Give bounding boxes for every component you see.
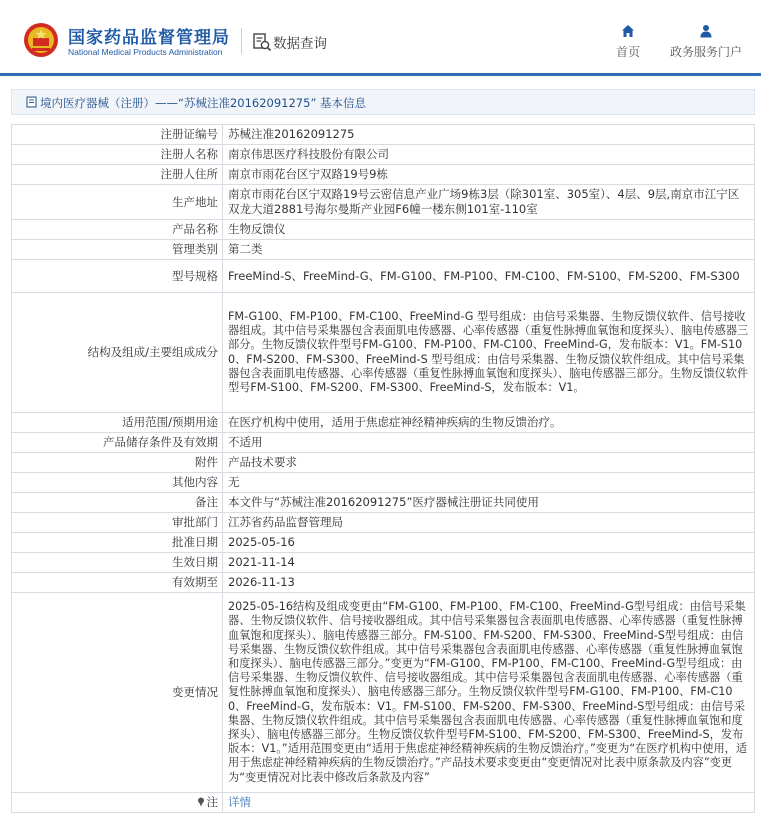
table-row (12, 433, 755, 453)
field-value: FreeMind-S、FreeMind-G、FM-G100、FM-P100、FM-C100、FM-S100、FM-S200、FM-S300 (223, 260, 755, 293)
table-row (12, 513, 755, 533)
data-query-icon (252, 32, 272, 52)
field-label: 注册人住所 (12, 165, 223, 185)
details-link[interactable]: 详情 (228, 795, 251, 809)
field-label: 型号规格 (12, 260, 223, 293)
field-label: 管理类别 (12, 240, 223, 260)
field-label: 审批部门 (12, 513, 223, 533)
field-value: 第二类 (223, 240, 755, 260)
table-row (12, 493, 755, 513)
field-value: 2026-11-13 (223, 573, 755, 593)
nav-home[interactable] (608, 24, 648, 64)
field-value: 南京市雨花台区宁双路19号云密信息产业广场9栋3层（除301室、305室）、4层、9层,南京市江宁区双龙大道2881号海尔曼斯产业园F6幢一楼东侧101室-110室 (223, 185, 755, 220)
table-row (12, 593, 755, 793)
field-value: 在医疗机构中使用，适用于焦虑症神经精神疾病的生物反馈治疗。 (223, 413, 755, 433)
table-row-note (12, 793, 755, 813)
brand-subtitle: National Medical Products Administration (68, 47, 223, 57)
detail-table (11, 124, 755, 813)
pin-icon (197, 797, 205, 807)
breadcrumb-current: “苏械注准20162091275” 基本信息 (178, 96, 367, 110)
table-row (12, 473, 755, 493)
document-icon (26, 96, 38, 108)
breadcrumb-separator: —— (155, 96, 178, 110)
breadcrumb-text (40, 95, 366, 111)
field-value: 2025-05-16结构及组成变更由“FM-G100、FM-P100、FM-C100、FreeMind-G型号组成：由信号采集器、生物反馈仪软件、信号接收器组成。其中信号采集器包含表面肌电传感器、心率传感器（重复性脉搏血氧饱和度探头）、脑电传感器三部分。FM-S100、FM-S200、FM-S300、FreeMind-S型号组成：由信号采集器、生物反馈仪软件组成。其中信号采集器包含表面肌电传感器、心率传感器（重复性脉搏血氧饱和度探头）、脑电传感器三部分。”变更为“FM-G100、FM-P100、FM-C100、FreeMind-G型号组成：由信号采集器、生物反馈仪软件、信号接收器组成。其中信号采集器包含表面肌电传感器、心率传感器（重复性脉搏血氧饱和度探头）、脑电传感器三部分。生物反馈仪软件型号FM-G100、FM-P100、FM-C100、FreeMind-G，发布版本：V1。FM-S100、FM-S200、FM-S300、FreeMind-S型号组成：由信号采集器、生物反馈仪软件组成。其中信号采集器包含表面肌电传感器、心率传感器（重复性脉搏血氧饱和度探头）、脑电传感器三部分。生物反馈仪软件型号FM-S100、FM-S200、FM-S300、FreeMind-S，发布版本：V1。”适用范围变更由“适用于焦虑症神经精神疾病的生物反馈治疗。”变更为“在医疗机构中使用，适用于焦虑症神经精神疾病的生物反馈治疗。”产品技术要求变更由“变更情况对比表中原条款及内容”变更为“变更情况对比表中修改后条款及内容” (223, 593, 755, 793)
field-label: 产品名称 (12, 220, 223, 240)
nav-gov-services[interactable] (664, 24, 748, 64)
field-label: 生效日期 (12, 553, 223, 573)
field-value: 南京市雨花台区宁双路19号9栋 (223, 165, 755, 185)
table-row (12, 453, 755, 473)
field-label: 注册证编号 (12, 125, 223, 145)
table-row (12, 293, 755, 413)
header-divider (241, 28, 242, 54)
table-row (12, 573, 755, 593)
field-value: 生物反馈仪 (223, 220, 755, 240)
table-row (12, 240, 755, 260)
note-label (12, 793, 223, 813)
field-value: 2021-11-14 (223, 553, 755, 573)
national-emblem-icon[interactable] (22, 21, 60, 59)
field-label: 备注 (12, 493, 223, 513)
brand-title[interactable]: 国家药品监督管理局 (68, 28, 230, 48)
field-value: 江苏省药品监督管理局 (223, 513, 755, 533)
field-value: 产品技术要求 (223, 453, 755, 473)
table-row (12, 260, 755, 293)
field-label: 有效期至 (12, 573, 223, 593)
table-row (12, 185, 755, 220)
field-label: 其他内容 (12, 473, 223, 493)
user-icon (699, 24, 713, 38)
field-value: 2025-05-16 (223, 533, 755, 553)
field-value: 不适用 (223, 433, 755, 453)
table-row (12, 145, 755, 165)
breadcrumb (11, 89, 755, 115)
field-label: 生产地址 (12, 185, 223, 220)
field-value: 无 (223, 473, 755, 493)
field-value: 南京伟思医疗科技股份有限公司 (223, 145, 755, 165)
field-label: 结构及组成/主要组成成分 (12, 293, 223, 413)
field-label: 产品储存条件及有效期 (12, 433, 223, 453)
field-label: 变更情况 (12, 593, 223, 793)
field-label: 批准日期 (12, 533, 223, 553)
home-icon (621, 24, 635, 38)
data-query-label: 数据查询 (273, 36, 327, 52)
table-row (12, 413, 755, 433)
site-header (0, 0, 761, 76)
table-row (12, 165, 755, 185)
breadcrumb-category-link[interactable]: 境内医疗器械（注册） (40, 96, 155, 110)
table-row (12, 220, 755, 240)
table-row (12, 125, 755, 145)
table-row (12, 553, 755, 573)
note-value (223, 793, 755, 813)
field-label: 注册人名称 (12, 145, 223, 165)
table-row (12, 533, 755, 553)
field-value: FM-G100、FM-P100、FM-C100、FreeMind-G 型号组成：由信号采集器、生物反馈仪软件、信号接收器组成。其中信号采集器包含表面肌电传感器、心率传感器（重复性脉搏血氧饱和度探头）、脑电传感器三部分。生物反馈仪软件型号FM-G100、FM-P100、FM-C100、FreeMind-G，发布版本：V1。FM-S100、FM-S200、FM-S300、FreeMind-S 型号组成：由信号采集器、生物反馈仪软件组成。其中信号采集器包含表面肌电传感器、心率传感器（重复性脉搏血氧饱和度探头）、脑电传感器三部分。生物反馈仪软件型号FM-S100、FM-S200、FM-S300、FreeMind-S，发布版本：V1。 (223, 293, 755, 413)
field-label: 附件 (12, 453, 223, 473)
note-label-text: 注 (206, 795, 218, 809)
field-label: 适用范围/预期用途 (12, 413, 223, 433)
field-value: 本文件与“苏械注准20162091275”医疗器械注册证共同使用 (223, 493, 755, 513)
field-value: 苏械注准20162091275 (223, 125, 755, 145)
nav-home-label: 首页 (615, 45, 640, 59)
nav-gov-label: 政务服务门户 (669, 45, 742, 59)
